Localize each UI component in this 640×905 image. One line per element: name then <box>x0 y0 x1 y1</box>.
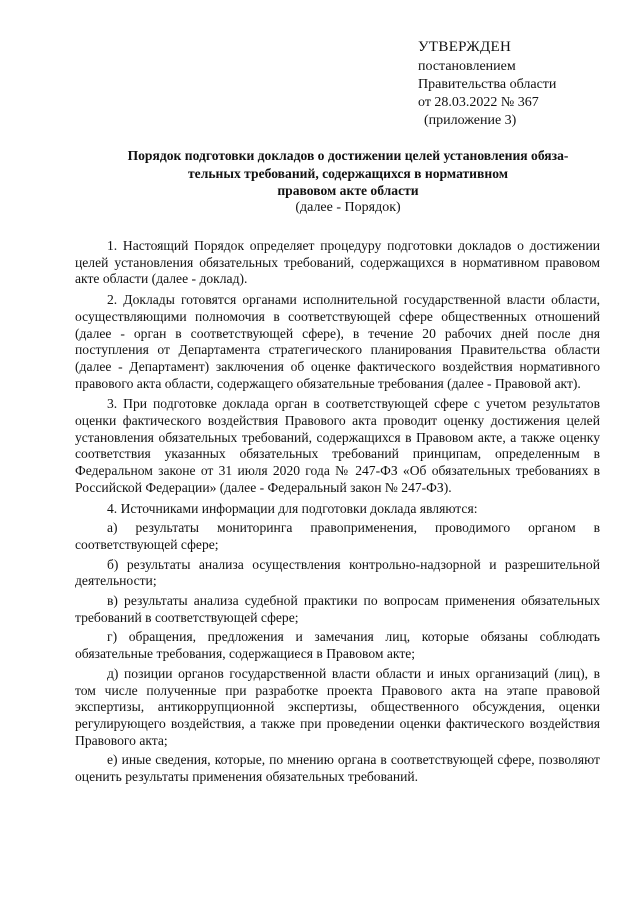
paragraph-4: 4. Источниками информации для подготовки доклада являются: <box>107 500 478 516</box>
list-item-g: г) обращения, предложения и замечания лиц, которые обязаны соблюдать обязательные требования, содержащиеся в Правовом акте; <box>75 629 600 662</box>
list-item-d: д) позиции органов государственной власти области и иных организаций (лиц), в том числе полученные при разработке проекта Правового акта на этапе правовой экспертизы, антикоррупционной экспертизы, общественного обсуждения, оценки регулирующего воздействия, а также при проведении оценки фактического воздействия Правового акта; <box>75 665 600 748</box>
title-line: Порядок подготовки докладов о достижении целей установления обяза- <box>127 148 569 163</box>
title-line: правовом акте области <box>277 183 419 198</box>
list-item-e: е) иные сведения, которые, по мнению органа в соответствующей сфере, позволяют оценить результаты применения обязательных требований. <box>75 752 600 785</box>
approval-line-government: Правительства области <box>418 77 557 92</box>
paragraph-2: 2. Доклады готовятся органами исполнительной государственной власти области, осуществляющими полномочия в соответствующей сфере общественных отношений (далее - орган в соответствующей сфере), в течение 20 рабочих дней после дня поступления от Департамента стратегического планирования Правительства области (далее - Департамент) заключения об оценке фактического воздействия нормативного правового акта области, содержащего обязательные требования (далее - Правовой акт). <box>75 292 600 391</box>
approval-line-resolution: постановлением <box>418 59 516 74</box>
approval-heading: УТВЕРЖДЕН <box>418 39 512 55</box>
title-line: тельных требований, содержащихся в нормативном <box>188 165 508 181</box>
list-item-b: б) результаты анализа осуществления контрольно-надзорной и разрешительной деятельности; <box>75 556 600 589</box>
approval-stamp-block <box>418 38 618 130</box>
list-item-a: а) результаты мониторинга правоприменения, проводимого органом в соответствующей сфере; <box>75 520 600 552</box>
document-body <box>75 238 600 789</box>
document-subtitle: (далее - Порядок) <box>295 200 401 215</box>
approval-line-date-number: от 28.03.2022 № 367 <box>418 95 539 110</box>
approval-line-annex: (приложение 3) <box>424 113 517 128</box>
document-title <box>88 147 608 200</box>
paragraph-1: 1. Настоящий Порядок определяет процедуру подготовки докладов о достижении целей установления обязательных требований, содержащихся в нормативном правовом акте области (далее - доклад). <box>75 238 600 287</box>
list-item-v: в) результаты анализа судебной практики по вопросам применения обязательных требований в соответствующей сфере; <box>75 593 600 625</box>
paragraph-3: 3. При подготовке доклада орган в соответствующей сфере с учетом результатов оценки фактического воздействия Правового акта проводит оценку достижения целей установления обязательных требований, содержащихся в Правовом акте, а также оценку соответствия указанных обязательных требований принципам, определенным в Федеральном законе от 31 июля 2020 года № 247-ФЗ «Об обязательных требованиях в Российской Федерации» (далее - Федеральный закон № 247-ФЗ). <box>75 396 600 495</box>
